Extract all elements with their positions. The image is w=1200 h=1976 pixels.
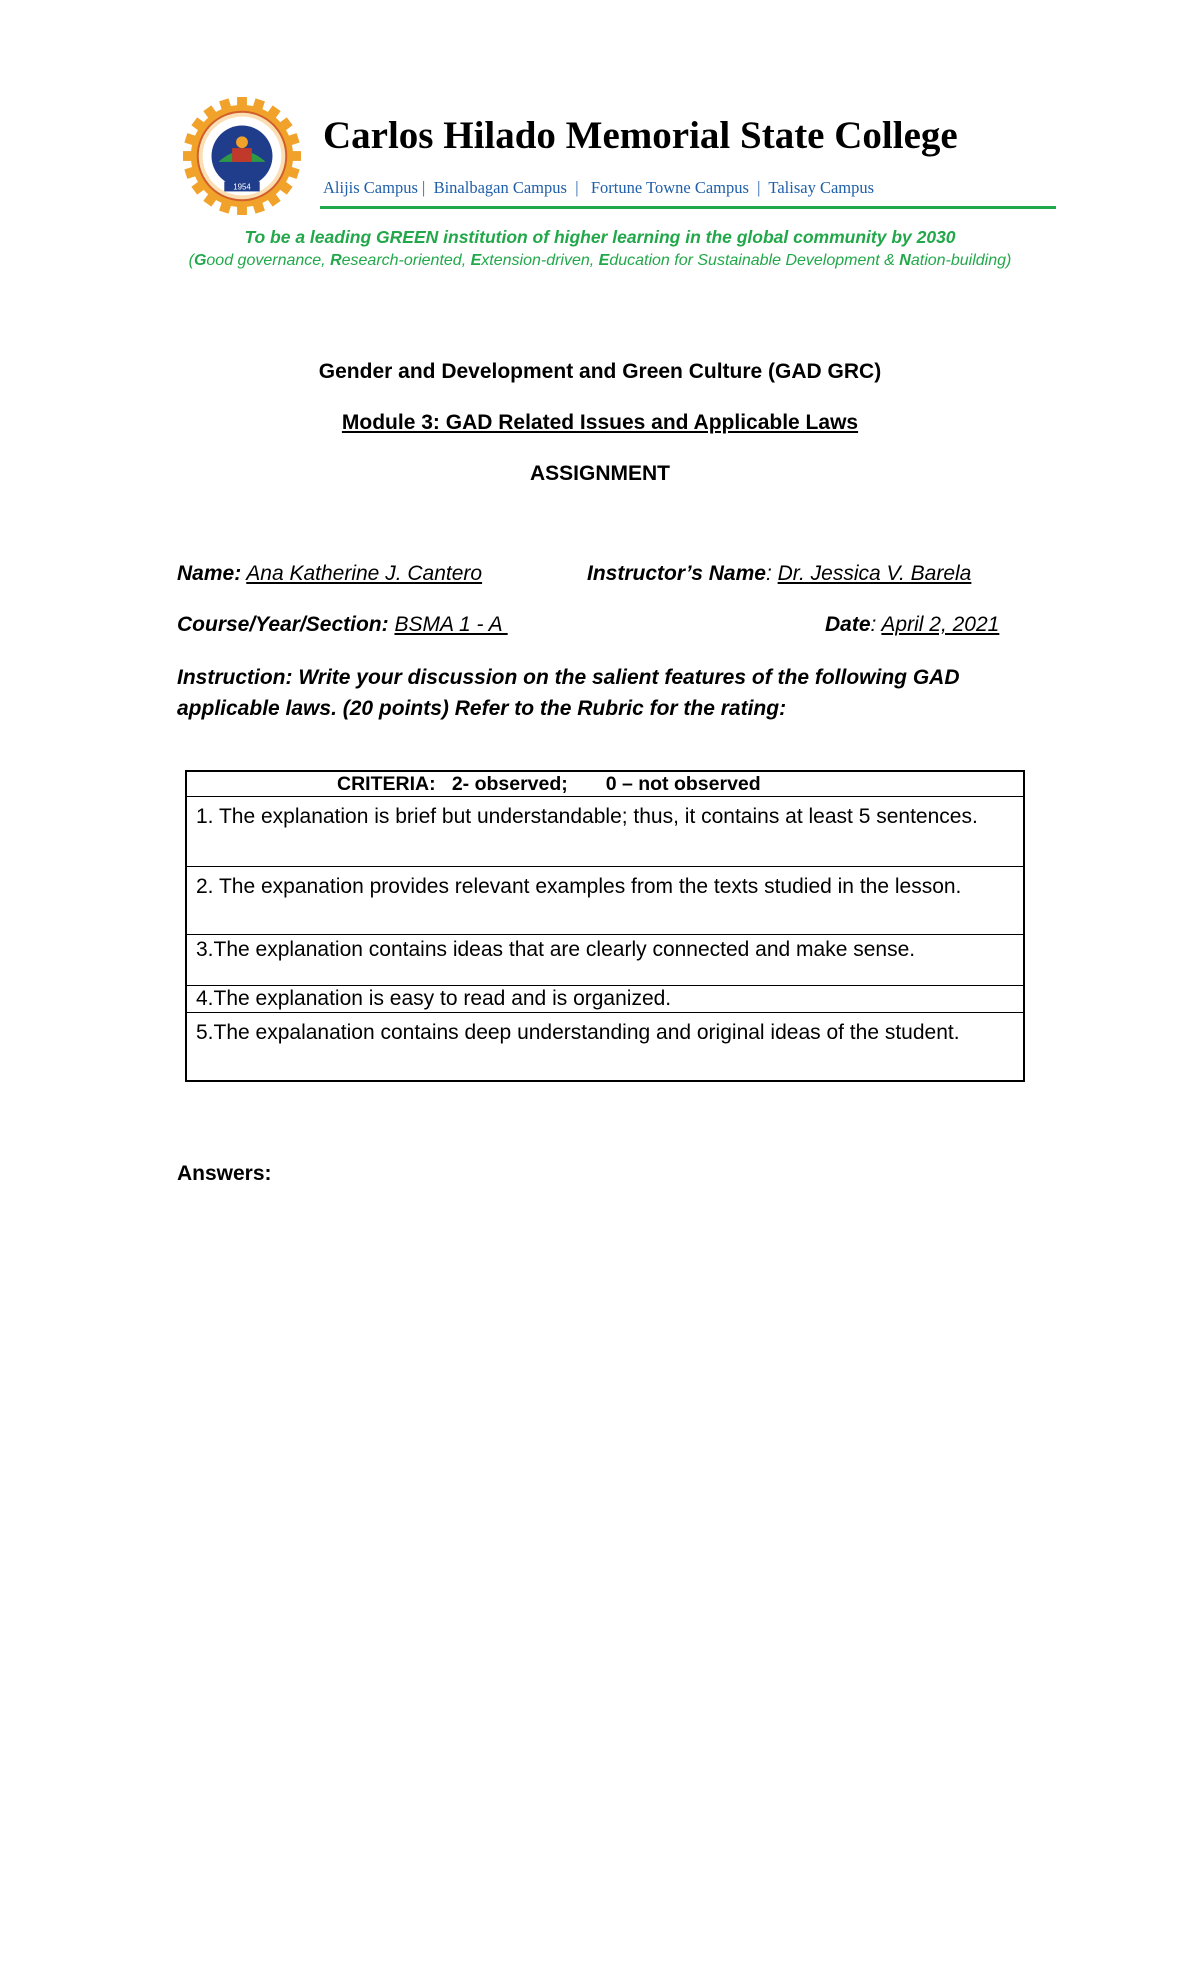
college-seal-logo: [183, 97, 301, 215]
module-title: Module 3: GAD Related Issues and Applicable Laws: [341, 411, 859, 434]
instructor-label: Instructor’s Name: [587, 562, 766, 585]
vision-statement: To be a leading GREEN institution of higher learning in the global community by 2030: [244, 227, 956, 247]
logo-gear-tooth: [183, 151, 197, 161]
logo-gear-tooth: [287, 151, 301, 161]
logo-gear-tooth: [237, 97, 247, 111]
rubric-row-3: 3.The explanation contains ideas that are clearly connected and make sense.: [187, 934, 1023, 985]
student-name-label: Name:: [177, 562, 242, 585]
college-name: Carlos Hilado Memorial State College: [323, 114, 958, 157]
motto-rest-3: xtension-driven,: [481, 252, 599, 269]
instruction-text: Instruction: Write your discussion on the salient features of the following GAD applicable laws. (20 points) Refer to the Rubric for the rating:: [177, 666, 960, 720]
motto-rest-4: ducation for Sustainable Development &: [609, 252, 900, 269]
campus-list: Alijis Campus | Binalbagan Campus | Fortune Towne Campus | Talisay Campus: [323, 178, 875, 197]
date-field: Date: April 2, 2021: [825, 613, 1000, 636]
date-label: Date: [825, 613, 871, 636]
rubric-row-4: 4.The explanation is easy to read and is organized.: [187, 985, 1023, 1012]
motto-initial-5: N: [899, 252, 911, 269]
campus-alijis: Alijis Campus: [323, 178, 418, 197]
answers-label: Answers:: [177, 1162, 272, 1185]
campus-fortune-towne: Fortune Towne Campus: [590, 178, 749, 197]
campus-binalbagan: Binalbagan Campus: [433, 178, 567, 197]
assignment-heading: ASSIGNMENT: [529, 462, 670, 485]
course-section-field: [177, 613, 508, 637]
course-section-label: Course/Year/Section:: [177, 613, 389, 636]
student-name-value: Ana Katherine J. Cantero: [246, 562, 483, 585]
motto-initial-2: R: [330, 252, 342, 269]
student-name-field: [177, 562, 482, 586]
rubric-row-2: 2. The expanation provides relevant examples from the texts studied in the lesson.: [187, 866, 1023, 934]
rubric-row-5: 5.The expalanation contains deep understanding and original ideas of the student.: [187, 1012, 1023, 1082]
motto-rest-2: esearch-oriented,: [341, 252, 471, 269]
course-title: Gender and Development and Green Culture (GAD GRC): [318, 360, 882, 383]
instructor-value: Dr. Jessica V. Barela: [777, 562, 972, 585]
motto-rest-5: ation-building: [910, 252, 1007, 269]
motto-rest-1: ood governance,: [206, 252, 331, 269]
logo-year: 1954: [233, 182, 251, 192]
motto-initial-1: G: [193, 252, 207, 269]
rubric-table: [185, 770, 1025, 1082]
campus-talisay: Talisay Campus: [768, 178, 875, 197]
motto-initial-4: E: [598, 252, 610, 269]
rubric-header: CRITERIA: 2- observed; 0 – not observed: [337, 773, 761, 795]
rubric-row-1: 1. The explanation is brief but understandable; thus, it contains at least 5 sentences.: [187, 796, 1023, 866]
header-divider: [320, 206, 1056, 209]
motto-initial-3: E: [470, 252, 482, 269]
logo-gear-tooth: [237, 201, 247, 215]
course-section-value: BSMA 1 - A: [394, 613, 508, 636]
instructor-field: Instructor’s Name: Dr. Jessica V. Barela: [587, 562, 972, 585]
date-value: April 2, 2021: [881, 613, 1000, 636]
motto-line: (Good governance, Research-oriented, Extension-driven, Education for Sustainable Development & Nation-building): [188, 252, 1012, 269]
